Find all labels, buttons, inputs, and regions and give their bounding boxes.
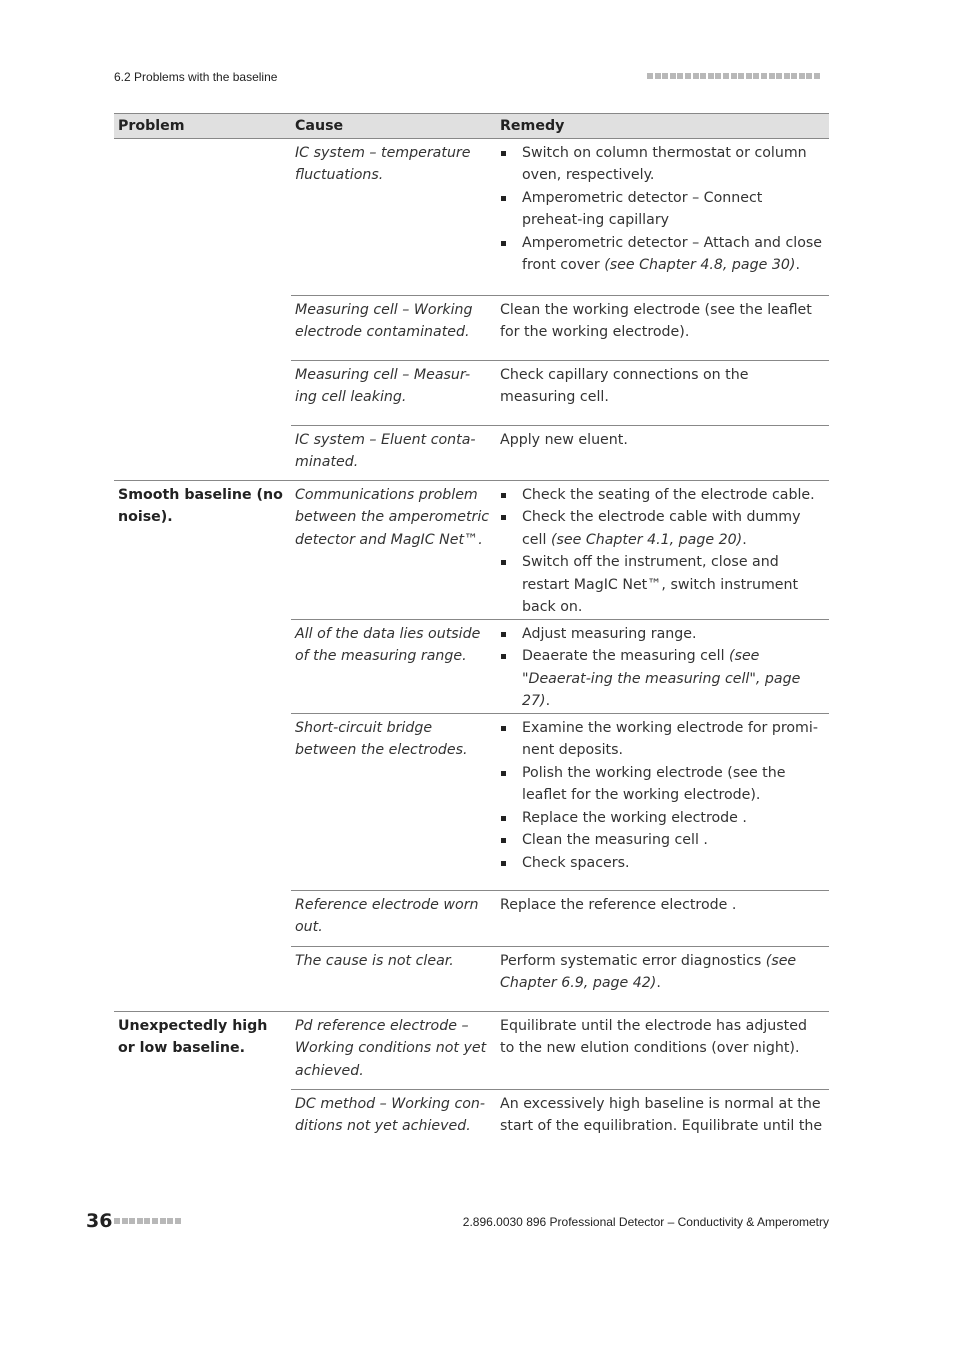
remedy-cell: Equilibrate until the electrode has adjusted to the new elution conditions (over night). [496,1011,829,1089]
list-item: Clean the measuring cell . [500,829,825,852]
remedy-cell: Perform systematic error diagnostics (see Chapter 6.9, page 42). [496,946,829,1011]
remedy-cell: An excessively high baseline is normal at the start of the equilibration. Equilibrate until the [496,1089,829,1141]
remedy-cell [496,480,829,619]
table-row [114,138,829,295]
header-problem: Problem [114,114,291,139]
list-item: Replace the working electrode . [500,807,825,830]
remedy-cell: Replace the reference electrode . [496,890,829,946]
page-number: 36 [86,1210,113,1232]
cause-cell: Measuring cell – Measur-ing cell leaking. [291,360,496,425]
problem-cell: Unexpectedly high or low baseline. [114,1011,291,1141]
list-item: Amperometric detector – Connect preheat-ing capillary [500,187,825,232]
remedy-cell: Check capillary connections on the measuring cell. [496,360,829,425]
header-cause: Cause [291,114,496,139]
list-item: Examine the working electrode for promi-nent deposits. [500,717,825,762]
remedy-cell [496,713,829,890]
table-row [114,1011,829,1089]
list-item: Amperometric detector – Attach and close front cover (see Chapter 4.8, page 30). [500,232,825,277]
table-header-row [114,114,829,139]
cause-cell: All of the data lies outside of the measuring range. [291,619,496,713]
list-item: Check spacers. [500,852,825,875]
list-item: Adjust measuring range. [500,623,825,646]
cause-cell: Communications problem between the amperometric detector and MagIC Net™. [291,480,496,619]
cross-reference[interactable]: (see "Deaerat-ing the measuring cell", page 27) [522,648,801,709]
document-title: 2.896.0030 896 Professional Detector – Conductivity & Amperometry [462,1215,829,1229]
cross-reference[interactable]: (see Chapter 4.8, page 30) [604,257,796,273]
cause-cell: Pd reference electrode – Working conditions not yet achieved. [291,1011,496,1089]
section-header: 6.2 Problems with the baseline [114,70,278,84]
cause-cell: IC system – Eluent conta-minated. [291,425,496,480]
header-remedy: Remedy [496,114,829,139]
problem-cell [114,138,291,480]
remedy-cell: Clean the working electrode (see the leaflet for the working electrode). [496,295,829,360]
remedy-cell: Apply new eluent. [496,425,829,480]
footer-decoration [114,1218,181,1224]
cause-cell: The cause is not clear. [291,946,496,1011]
list-item: Polish the working electrode (see the leaflet for the working electrode). [500,762,825,807]
remedy-cell [496,138,829,295]
cause-cell: Reference electrode worn out. [291,890,496,946]
remedy-cell [496,619,829,713]
list-item: Check the electrode cable with dummy cell (see Chapter 4.1, page 20). [500,506,825,551]
cause-cell: IC system – temperature fluctuations. [295,144,471,183]
problem-cell: Smooth baseline (no noise). [114,480,291,1011]
header-decoration [647,73,820,79]
cross-reference[interactable]: (see Chapter 6.9, page 42) [500,952,797,991]
cause-cell: Measuring cell – Working electrode contaminated. [291,295,496,360]
troubleshooting-table [114,113,829,1141]
cause-cell: Short-circuit bridge between the electrodes. [291,713,496,890]
cross-reference[interactable]: (see Chapter 4.1, page 20) [550,531,743,548]
list-item: Switch off the instrument, close and restart MagIC Net™, switch instrument back on. [500,551,825,619]
list-item: Deaerate the measuring cell (see "Deaerat-ing the measuring cell", page 27). [500,645,825,713]
cause-cell: DC method – Working con-ditions not yet achieved. [291,1089,496,1141]
table-row [114,480,829,619]
list-item: Check the seating of the electrode cable. [500,484,825,507]
list-item: Switch on column thermostat or column oven, respectively. [500,142,825,187]
